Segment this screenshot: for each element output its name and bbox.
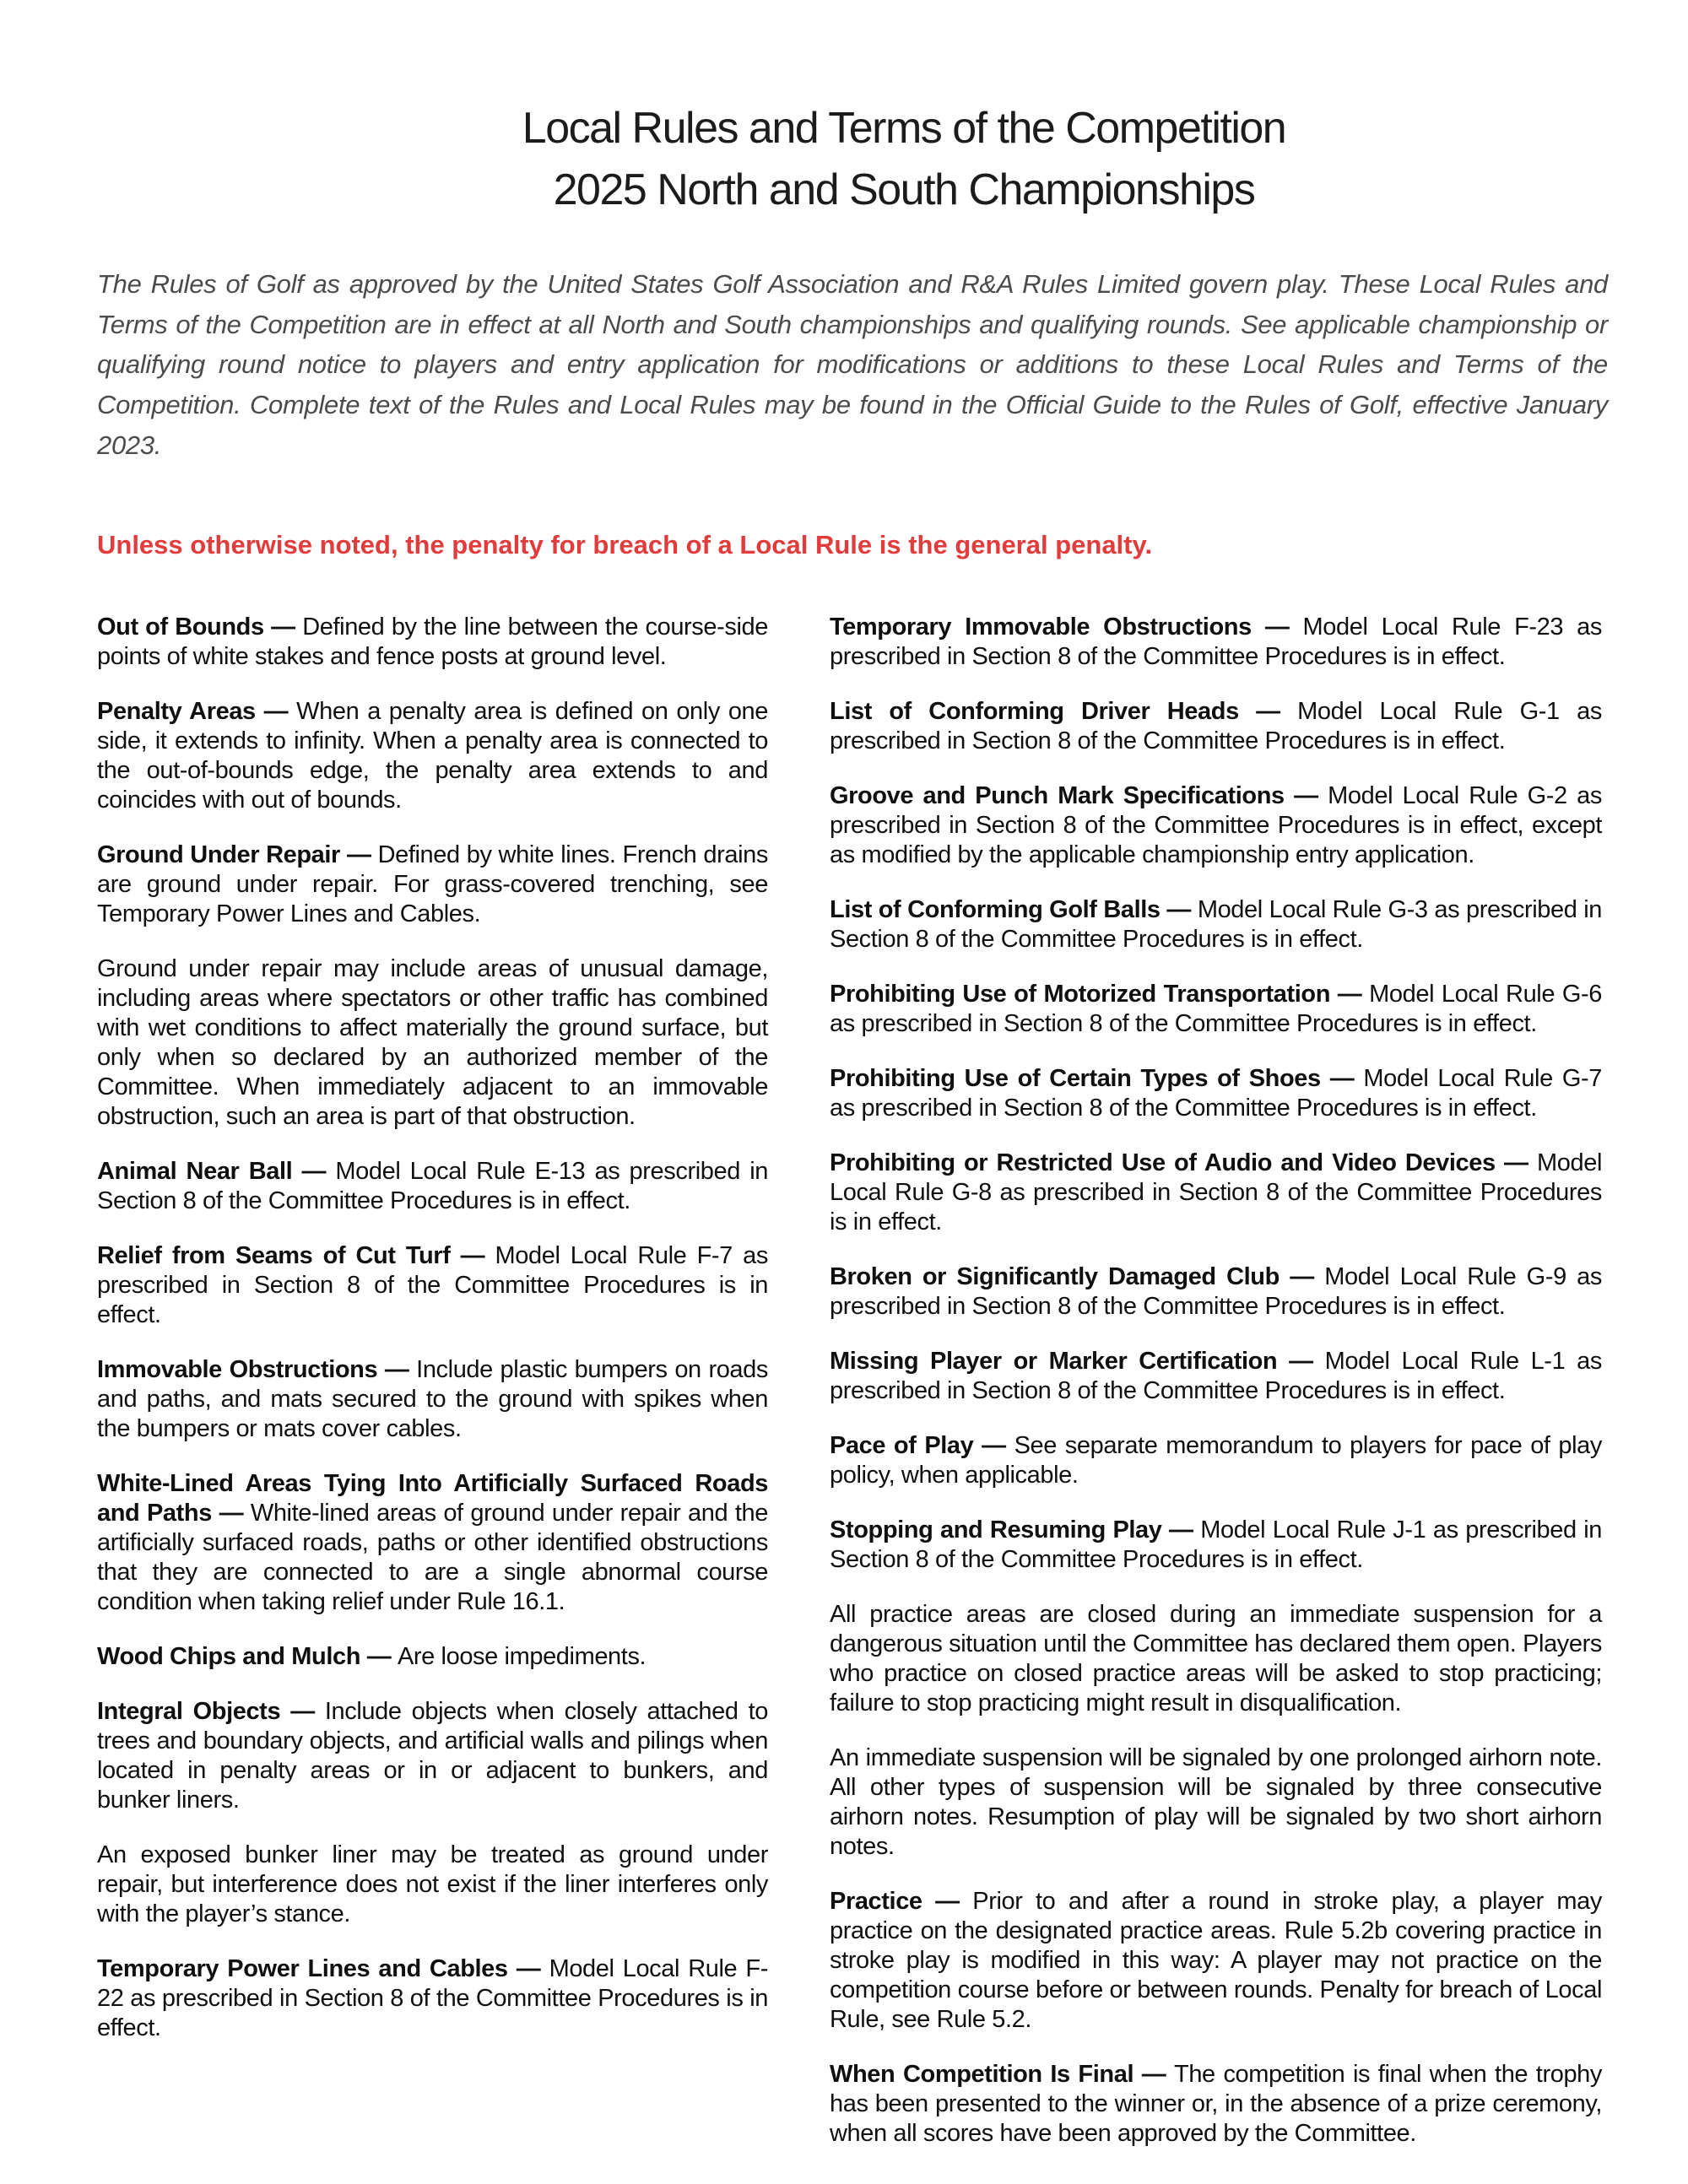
rule-heading: Pace of Play — xyxy=(830,1432,1014,1459)
rule-text: When a penalty area is defined on only one side, it extends to infinity. When a penalty area is connected to the out-of-bounds edge, the penalty area extends to and coincides with out of bounds. xyxy=(97,698,768,814)
rule-paragraph xyxy=(97,841,768,929)
rule-text: Model Local Rule G-7 as prescribed in Section 8 of the Committee Procedures is in effect. xyxy=(830,1065,1602,1122)
rule-text: Model Local Rule G-8 as prescribed in Section 8 of the Committee Procedures is in effect. xyxy=(830,1149,1602,1235)
rule-heading: List of Conforming Driver Heads — xyxy=(830,698,1298,725)
rule-paragraph xyxy=(830,697,1602,756)
body-paragraph xyxy=(97,1841,768,1929)
rule-text: Model Local Rule L-1 as prescribed in Section 8 of the Committee Procedures is in effect. xyxy=(830,1348,1602,1404)
rule-paragraph xyxy=(97,1642,768,1672)
rule-paragraph xyxy=(97,1469,768,1617)
rule-paragraph xyxy=(830,1516,1602,1575)
rule-heading: Missing Player or Marker Certification — xyxy=(830,1348,1325,1375)
rule-heading: Relief from Seams of Cut Turf — xyxy=(97,1242,495,1269)
rule-heading: Out of Bounds — xyxy=(97,614,303,641)
rule-text: Are loose impediments. xyxy=(397,1643,647,1670)
rule-paragraph xyxy=(830,2060,1602,2149)
document-title-line-1: Local Rules and Terms of the Competition xyxy=(522,104,1286,153)
rule-heading: Wood Chips and Mulch — xyxy=(97,1643,398,1670)
rule-paragraph xyxy=(830,1064,1602,1123)
rule-text: Model Local Rule G-1 as prescribed in Section 8 of the Committee Procedures is in effect. xyxy=(830,698,1602,754)
rule-text: Ground under repair may include areas of unusual damage, including areas where spectators or other traffic has combined with wet conditions to affect materially the ground surface, but only when so declared by an authorized member of the Committee. When immediately adjacent to an immovable obstruction, such an area is part of that obstruction. xyxy=(97,955,768,1130)
rule-heading: List of Conforming Golf Balls — xyxy=(830,896,1198,923)
rule-heading: Broken or Significantly Damaged Club — xyxy=(830,1263,1325,1290)
rule-paragraph xyxy=(830,1262,1602,1322)
rule-text: All practice areas are closed during an immediate suspension for a dangerous situation until the Committee has declared them open. Players who practice on closed practice areas will be asked to stop practicing; failure to stop practicing might result in disqualification. xyxy=(830,1601,1602,1716)
document-title-line-2: 2025 North and South Championships xyxy=(553,165,1255,214)
rule-text: An immediate suspension will be signaled by one prolonged airhorn note. All other types of suspension will be signaled by three consecutive airhorn notes. Resumption of play will be signaled by two short airhorn notes. xyxy=(830,1744,1602,1860)
rule-text: Model Local Rule G-6 as prescribed in Section 8 of the Committee Procedures is in effect. xyxy=(830,981,1602,1037)
rule-text: Model Local Rule F-23 as prescribed in Section 8 of the Committee Procedures is in effect. xyxy=(830,614,1603,670)
rule-paragraph xyxy=(97,613,768,672)
rule-heading: Penalty Areas — xyxy=(97,698,297,725)
rule-text: Model Local Rule G-2 as prescribed in Section 8 of the Committee Procedures is in effect, except as modified by the applicable championship entry application. xyxy=(830,782,1602,868)
rule-text: Model Local Rule F-7 as prescribed in Section 8 of the Committee Procedures is in effect. xyxy=(97,1242,768,1328)
rule-text: Include objects when closely attached to trees and boundary objects, and artificial walls and pilings when located in penalty areas or in or adjacent to bunkers, and bunker liners. xyxy=(97,1698,768,1814)
rule-text: Model Local Rule J-1 as prescribed in Section 8 of the Committee Procedures is in effect. xyxy=(830,1516,1602,1573)
body-paragraph xyxy=(830,1600,1602,1718)
rule-heading: Temporary Immovable Obstructions — xyxy=(830,614,1303,641)
rules-column-left xyxy=(97,613,768,2068)
rule-heading: Immovable Obstructions — xyxy=(97,1356,417,1383)
rule-heading: Practice — xyxy=(830,1888,973,1915)
rule-text: Defined by the line between the course-side points of white stakes and fence posts at ground level. xyxy=(97,614,768,670)
rule-paragraph xyxy=(830,1347,1602,1406)
rule-text: White-lined areas of ground under repair and the artificially surfaced roads, paths or other identified obstructions that they are connected to are a single abnormal course condition when taking relief under Rule 16.1. xyxy=(97,1500,768,1615)
rules-column-right xyxy=(830,613,1602,2174)
rule-paragraph xyxy=(97,1355,768,1444)
rule-text: Defined by white lines. French drains are ground under repair. For grass-covered trenching, see Temporary Power Lines and Cables. xyxy=(97,841,769,927)
rule-heading: Prohibiting Use of Certain Types of Shoes — xyxy=(830,1065,1364,1092)
intro-paragraph: The Rules of Golf as approved by the United States Golf Association and R&A Rules Limited govern play. These Local Rules and Terms of the Competition are in effect at all North and South championships and qualifying rounds. See applicable championship or qualifying round notice to players and entry application for modifications or additions to these Local Rules and Terms of the Competition. Complete text of the Rules and Local Rules may be found in the Official Guide to the Rules of Golf, effective January 2023. xyxy=(97,269,1608,460)
rule-text: See separate memorandum to players for pace of play policy, when applicable. xyxy=(830,1432,1602,1489)
rule-text: Prior to and after a round in stroke play, a player may practice on the designated practice areas. Rule 5.2b covering practice in stroke play is modified in this way: A player may not practice on the competition course before or between rounds. Penalty for breach of Local Rule, see Rule 5.2. xyxy=(830,1888,1602,2033)
rule-paragraph xyxy=(97,1157,768,1216)
rule-paragraph xyxy=(830,1149,1602,1237)
rule-paragraph xyxy=(830,1887,1602,2035)
rule-heading: Prohibiting or Restricted Use of Audio and Video Devices — xyxy=(830,1149,1537,1176)
rule-heading: Stopping and Resuming Play — xyxy=(830,1516,1201,1543)
rule-paragraph xyxy=(830,781,1602,870)
rule-paragraph xyxy=(97,697,768,815)
rule-text: Model Local Rule G-9 as prescribed in Section 8 of the Committee Procedures is in effect. xyxy=(830,1263,1602,1320)
body-paragraph xyxy=(830,1743,1602,1862)
rule-text: Include plastic bumpers on roads and paths, and mats secured to the ground with spikes when the bumpers or mats cover cables. xyxy=(97,1356,768,1442)
rule-text: Model Local Rule G-3 as prescribed in Section 8 of the Committee Procedures is in effect. xyxy=(830,896,1602,953)
rule-heading: Groove and Punch Mark Specifications — xyxy=(830,782,1328,809)
rule-paragraph xyxy=(830,1431,1602,1490)
rule-heading: When Competition Is Final — xyxy=(830,2061,1175,2088)
rule-heading: Animal Near Ball — xyxy=(97,1158,336,1185)
rule-paragraph xyxy=(830,613,1602,672)
document-title xyxy=(120,98,1688,221)
rule-heading: Prohibiting Use of Motorized Transportation — xyxy=(830,981,1370,1008)
rule-paragraph xyxy=(97,1697,768,1815)
rule-paragraph xyxy=(830,895,1602,954)
body-paragraph xyxy=(97,954,768,1132)
rule-text: Model Local Rule F-22 as prescribed in Section 8 of the Committee Procedures is in effect. xyxy=(97,1955,768,2041)
rule-paragraph xyxy=(97,1241,768,1330)
rule-heading: Ground Under Repair — xyxy=(97,841,378,868)
rule-text: An exposed bunker liner may be treated as ground under repair, but interference does not exist if the liner interferes only with the player’s stance. xyxy=(97,1841,768,1927)
penalty-notice: Unless otherwise noted, the penalty for breach of a Local Rule is the general penalty. xyxy=(97,530,1153,560)
rule-heading: White-Lined Areas Tying Into Artificially Surfaced Roads and Paths — xyxy=(97,1470,768,1527)
rule-paragraph xyxy=(97,1954,768,2043)
rule-heading: Integral Objects — xyxy=(97,1698,325,1725)
rule-paragraph xyxy=(830,980,1602,1039)
rule-heading: Temporary Power Lines and Cables — xyxy=(97,1955,549,1982)
rule-text: Model Local Rule E-13 as prescribed in Section 8 of the Committee Procedures is in effect. xyxy=(97,1158,768,1214)
rule-text: The competition is final when the trophy has been presented to the winner or, in the absence of a prize ceremony, when all scores have been approved by the Committee. xyxy=(830,2061,1603,2147)
